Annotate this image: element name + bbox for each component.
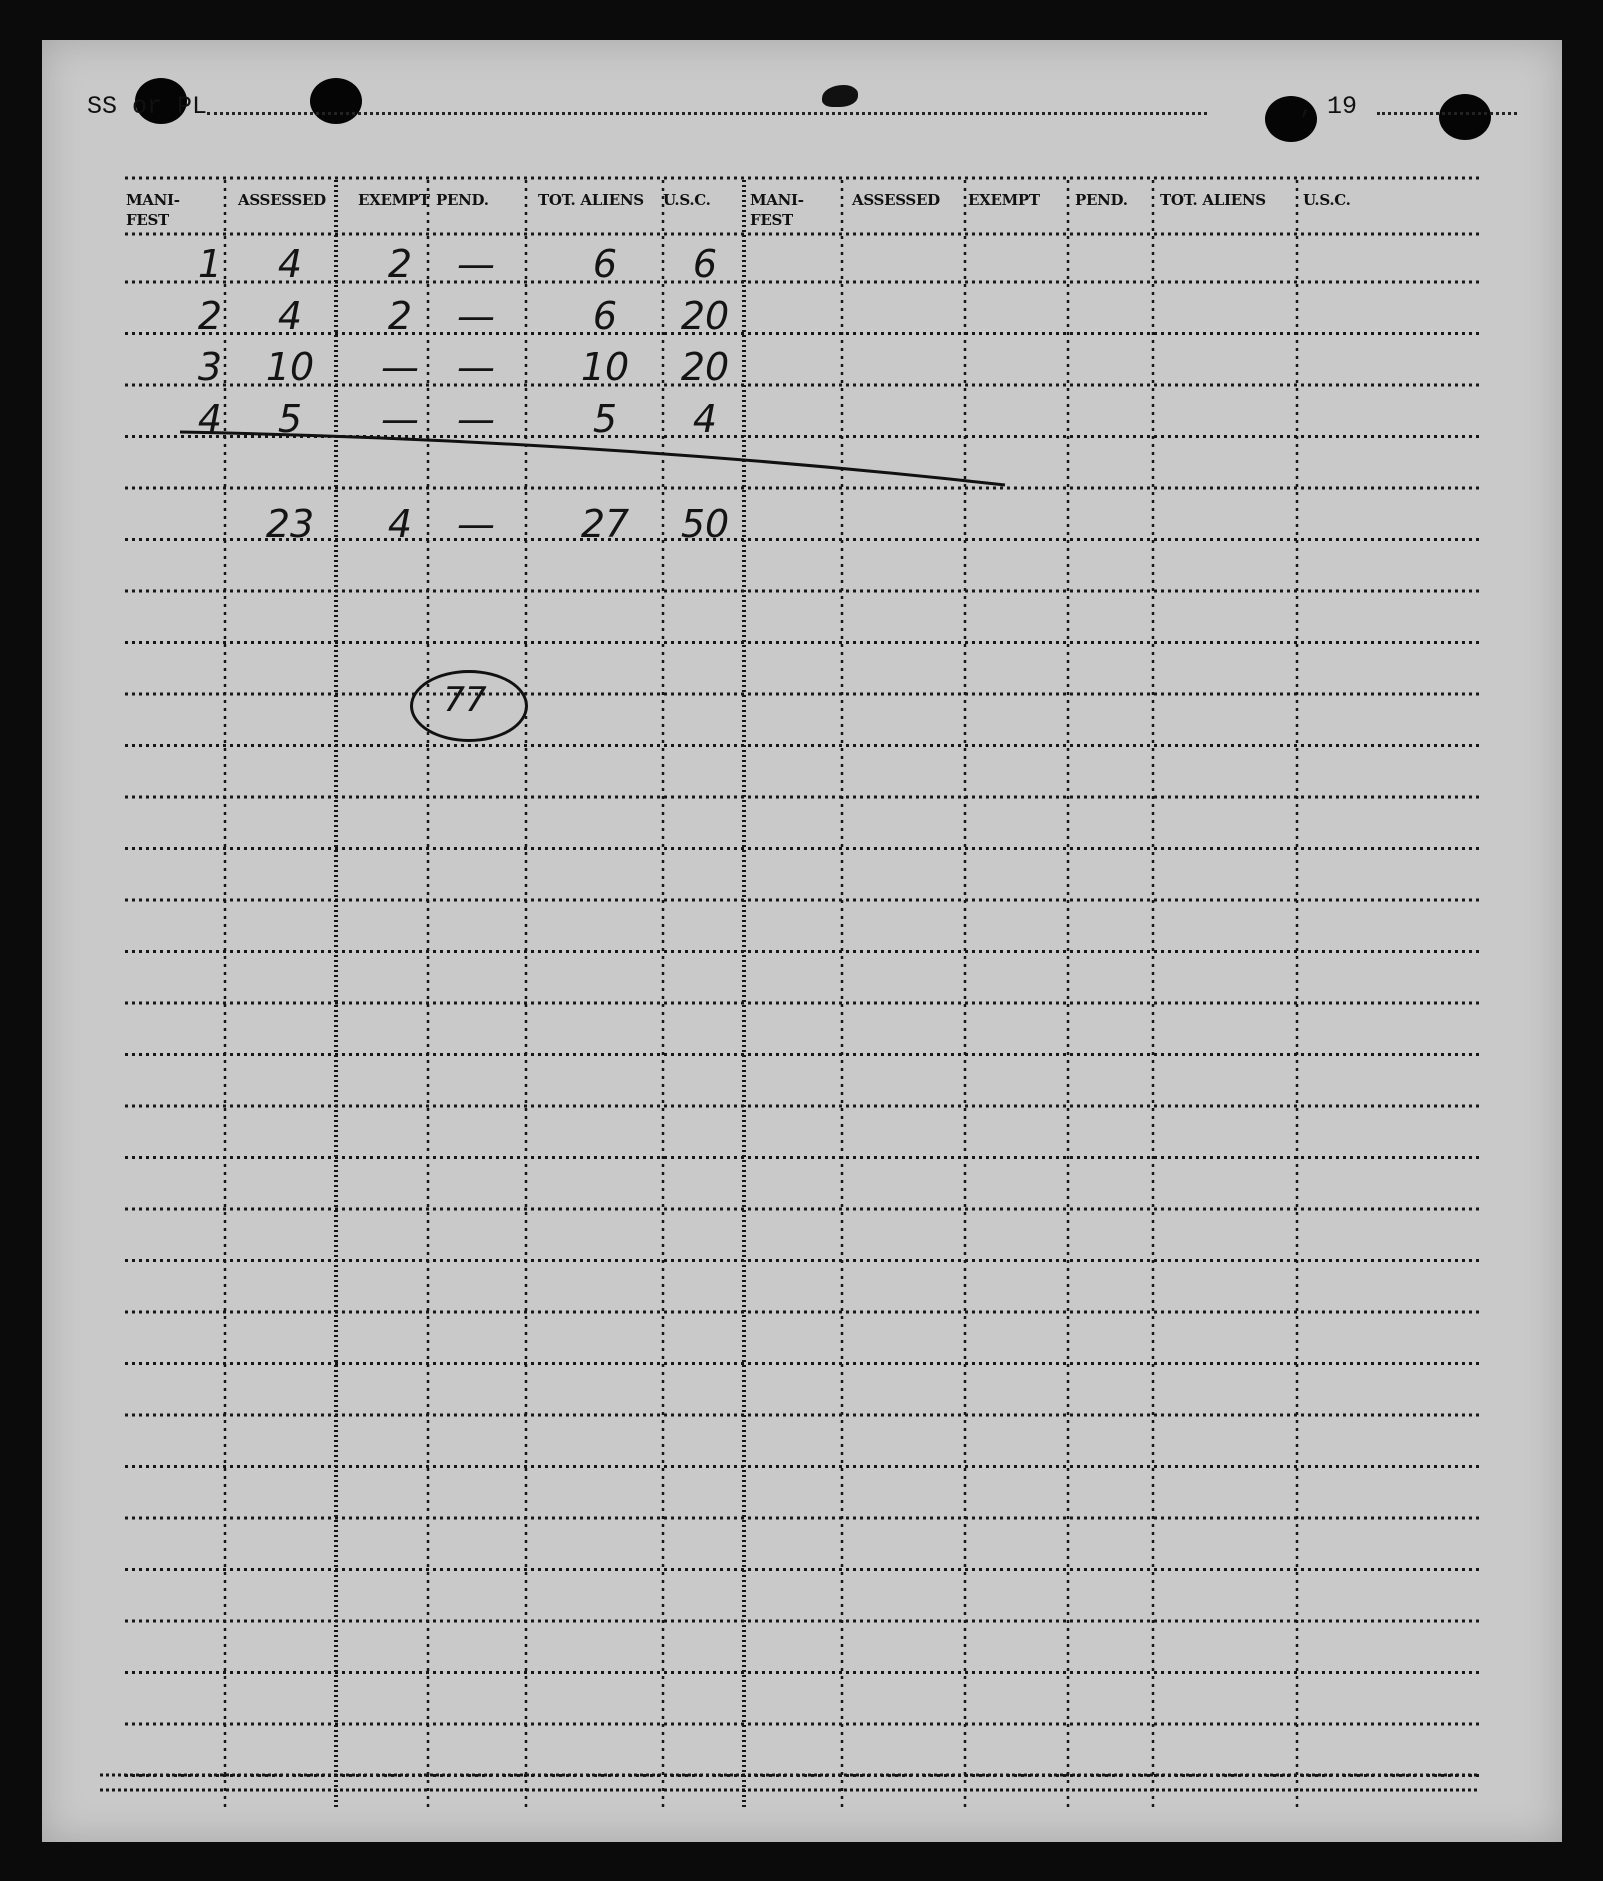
total-tot_aliens: 27 bbox=[580, 501, 630, 546]
entry-assessed: 4 bbox=[277, 293, 303, 338]
entry-pend: — bbox=[457, 293, 495, 338]
entry-assessed: 5 bbox=[277, 396, 303, 441]
column-heading-right: MANI- FEST bbox=[750, 191, 804, 229]
total-exempt: 4 bbox=[387, 501, 413, 546]
entry-exempt: 2 bbox=[387, 242, 413, 286]
column-heading-right: PEND. bbox=[1075, 191, 1128, 209]
entry-manifest: 3 bbox=[197, 345, 223, 389]
total-pend: — bbox=[457, 501, 495, 546]
entry-exempt: — bbox=[381, 345, 419, 389]
column-heading-left: EXEMPT bbox=[358, 191, 430, 209]
entry-manifest: 1 bbox=[197, 242, 223, 286]
column-heading-right: U.S.C. bbox=[1303, 191, 1351, 209]
entry-pend: — bbox=[457, 396, 495, 441]
column-heading-left: TOT. ALIENS bbox=[538, 191, 644, 209]
date-comma: , bbox=[1299, 92, 1315, 121]
grand-total: 77 bbox=[443, 680, 487, 720]
entry-tot_aliens: 6 bbox=[592, 293, 618, 338]
entry-exempt: 2 bbox=[387, 293, 413, 338]
entry-usc: 20 bbox=[680, 293, 730, 338]
entry-usc: 4 bbox=[692, 396, 718, 441]
entry-usc: 20 bbox=[680, 345, 730, 389]
entry-assessed: 10 bbox=[265, 345, 315, 389]
entry-tot_aliens: 10 bbox=[580, 345, 630, 389]
entry-tot_aliens: 5 bbox=[592, 396, 618, 441]
column-heading-left: ASSESSED bbox=[238, 191, 326, 209]
column-heading-left: U.S.C. bbox=[663, 191, 711, 209]
entry-assessed: 4 bbox=[277, 242, 303, 286]
column-heading-left: MANI- FEST bbox=[126, 191, 180, 229]
entry-exempt: — bbox=[381, 396, 419, 441]
entry-tot_aliens: 6 bbox=[592, 242, 618, 286]
entry-pend: — bbox=[457, 242, 495, 286]
column-heading-right: EXEMPT bbox=[968, 191, 1040, 209]
entry-manifest: 2 bbox=[197, 293, 223, 338]
column-heading-right: TOT. ALIENS bbox=[1160, 191, 1266, 209]
entry-pend: — bbox=[457, 345, 495, 389]
column-heading-right: ASSESSED bbox=[852, 191, 940, 209]
year-label: 19 bbox=[1327, 92, 1358, 121]
entry-manifest: 4 bbox=[197, 396, 223, 441]
column-heading-left: PEND. bbox=[436, 191, 489, 209]
total-usc: 50 bbox=[680, 501, 730, 546]
total-assessed: 23 bbox=[265, 501, 315, 546]
ss-or-pl-label: SS or PL bbox=[87, 92, 208, 121]
entry-usc: 6 bbox=[692, 242, 718, 286]
